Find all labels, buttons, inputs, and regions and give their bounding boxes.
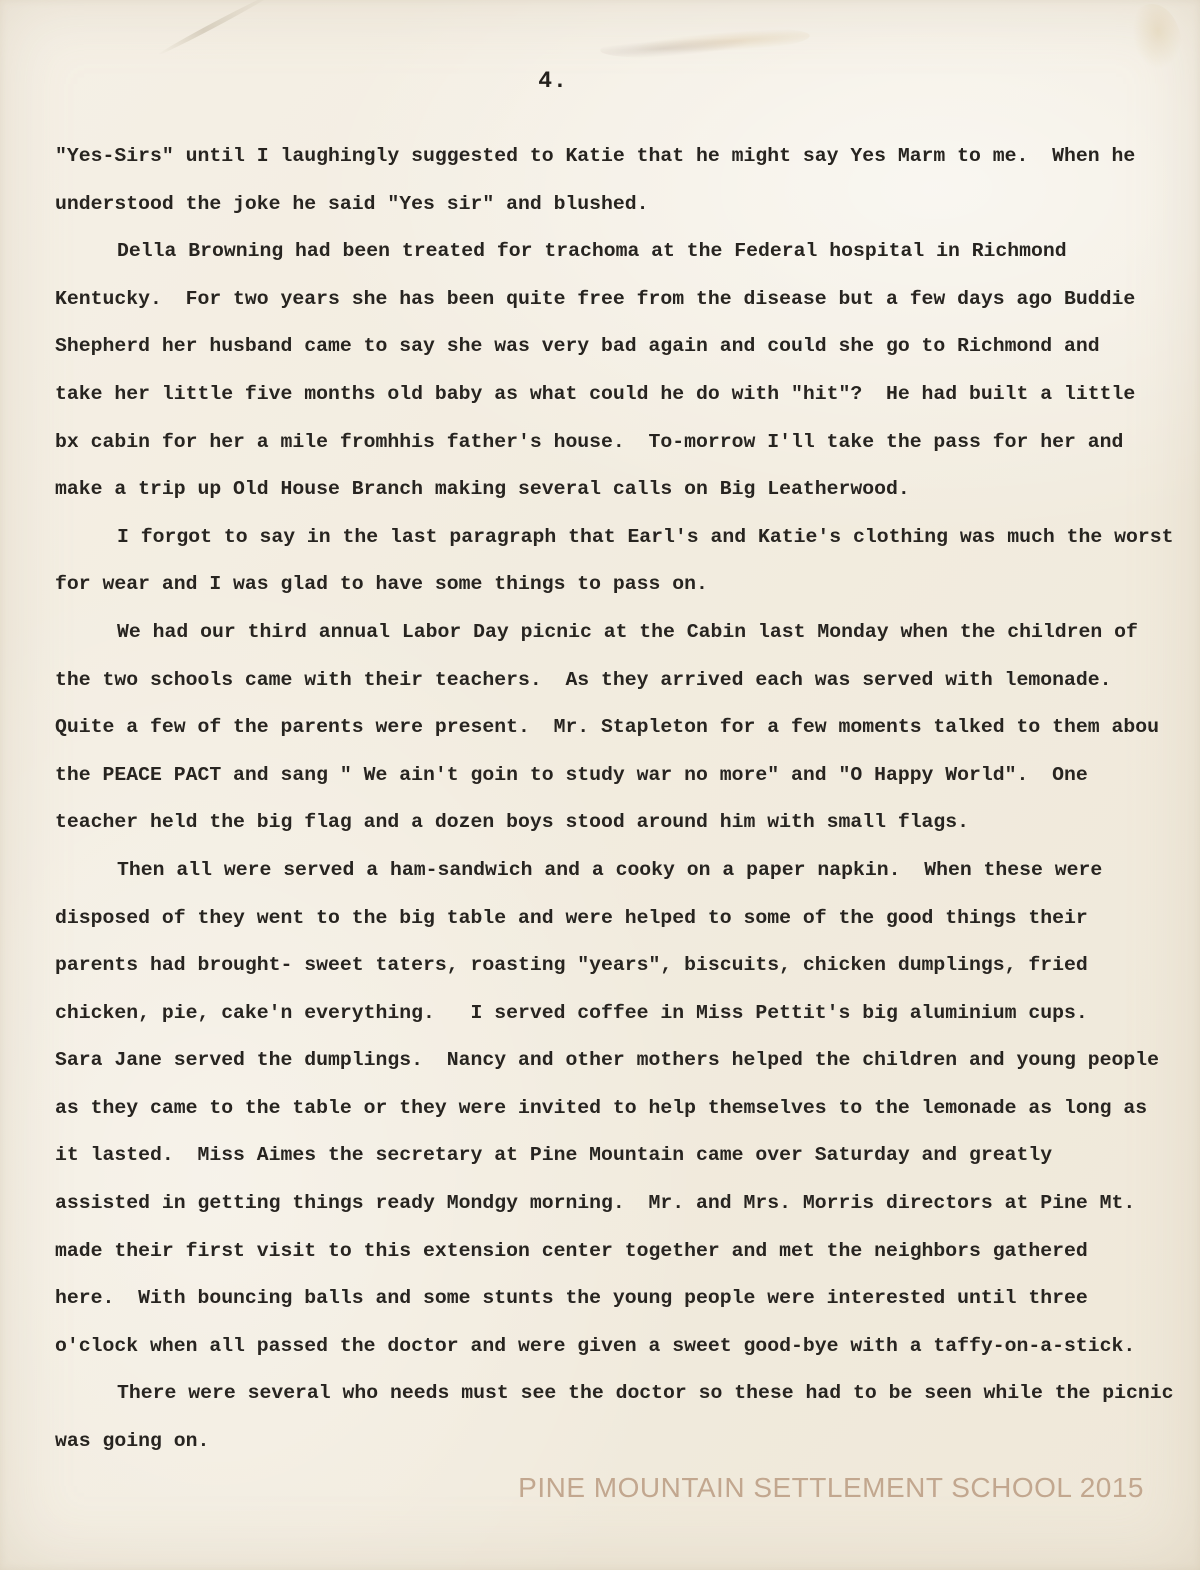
typed-line: as they came to the table or they were invited to help themselves to the lemonade as long as: [55, 1096, 1148, 1119]
typed-line: the PEACE PACT and sang " We ain't goin to study war no more" and "O Happy World". One: [55, 763, 1088, 786]
typed-line: o'clock when all passed the doctor and were given a sweet good-bye with a taffy-on-a-stick.: [55, 1334, 1136, 1357]
typed-line: Sara Jane served the dumplings. Nancy and other mothers helped the children and young people: [55, 1049, 1159, 1072]
typed-line: assisted in getting things ready Mondgy morning. Mr. and Mrs. Morris directors at Pine Mt.: [55, 1192, 1136, 1215]
typed-line: chicken, pie, cake'n everything. I served coffee in Miss Pettit's big aluminium cups.: [55, 1001, 1088, 1024]
typed-line: Quite a few of the parents were present. Mr. Stapleton for a few moments talked to them abou: [55, 716, 1159, 739]
typed-line: Then all were served a ham-sandwich and a cooky on a paper napkin. When these were: [117, 858, 1103, 881]
paper-stain: [599, 23, 810, 64]
typed-letter-body: [55, 133, 1173, 1466]
archive-watermark: PINE MOUNTAIN SETTLEMENT SCHOOL 2015: [518, 1472, 1144, 1503]
typed-line: parents had brought- sweet taters, roasting "years", biscuits, chicken dumplings, fried: [55, 954, 1088, 977]
typed-line: Shepherd her husband came to say she was very bad again and could she go to Richmond and: [55, 335, 1100, 358]
typed-line: teacher held the big flag and a dozen boys stood around him with small flags.: [55, 811, 970, 834]
typed-line: I forgot to say in the last paragraph that Earl's and Katie's clothing was much the worst: [117, 525, 1174, 548]
typed-line: "Yes-Sirs" until I laughingly suggested to Katie that he might say Yes Marm to me. When he: [55, 145, 1136, 167]
paper-stain-right: [1122, 4, 1182, 94]
typed-line: made their first visit to this extension center together and met the neighbors gathered: [55, 1239, 1088, 1262]
paper-crease: [156, 0, 273, 57]
typed-line: understood the joke he said "Yes sir" and blushed.: [55, 192, 649, 215]
typed-line: for wear and I was glad to have some things to pass on.: [55, 573, 708, 596]
typed-line: make a trip up Old House Branch making several calls on Big Leatherwood.: [55, 478, 910, 501]
page-number: 4.: [538, 68, 568, 94]
typed-line: bx cabin for her a mile fromhhis father's house. To-morrow I'll take the pass for her and: [55, 430, 1124, 453]
typed-line: Kentucky. For two years she has been quite free from the disease but a few days ago Buddie: [55, 287, 1136, 310]
typed-line: here. With bouncing balls and some stunts the young people were interested until three: [55, 1287, 1088, 1310]
typed-line: take her little five months old baby as what could he do with "hit"? He had built a little: [55, 382, 1136, 405]
typed-line: disposed of they went to the big table and were helped to some of the good things their: [55, 906, 1088, 929]
typed-line: Della Browning had been treated for trachoma at the Federal hospital in Richmond: [117, 240, 1067, 263]
typed-line: We had our third annual Labor Day picnic at the Cabin last Monday when the children of: [117, 620, 1138, 643]
typed-line: There were several who needs must see the doctor so these had to be seen while the picnic: [117, 1382, 1174, 1405]
typed-line: was going on.: [55, 1430, 210, 1453]
typed-line: it lasted. Miss Aimes the secretary at Pine Mountain came over Saturday and greatly: [55, 1144, 1053, 1167]
typed-line: the two schools came with their teachers. As they arrived each was served with lemonade.: [55, 668, 1112, 691]
